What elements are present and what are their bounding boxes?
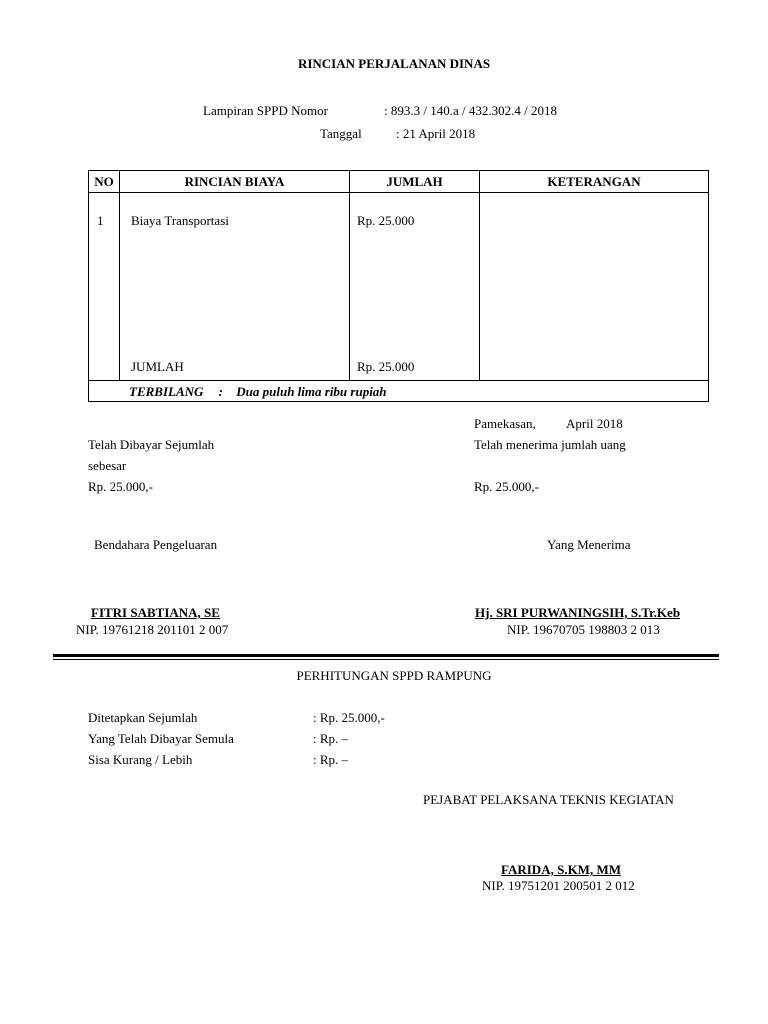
terbilang-sep: : [218, 384, 223, 399]
header-no: NO [94, 174, 114, 189]
row-jumlah: Rp. 25.000 [357, 213, 415, 228]
terbilang-value: Dua puluh lima ribu rupiah [236, 384, 387, 399]
separator-thin [53, 659, 719, 660]
tanggal-value: : 21 April 2018 [396, 126, 476, 141]
row-rincian: Biaya Transportasi [131, 213, 229, 228]
rampung-label-1: Ditetapkan Sejumlah [88, 710, 198, 725]
pejabat-role: PEJABAT PELAKSANA TEKNIS KEGIATAN [423, 792, 674, 807]
left-role: Bendahara Pengeluaran [94, 537, 218, 552]
lampiran-value: : 893.3 / 140.a / 432.302.4 / 2018 [384, 103, 557, 118]
right-amount: Rp. 25.000,- [474, 479, 539, 494]
header-rincian: RINCIAN BIAYA [184, 174, 285, 189]
place: Pamekasan, [474, 416, 536, 431]
pejabat-name: FARIDA, S.KM, MM [501, 862, 621, 877]
left-nip: NIP. 19761218 201101 2 007 [76, 622, 229, 637]
terbilang-label: TERBILANG [129, 384, 204, 399]
rincian-table [88, 170, 709, 402]
total-label: JUMLAH [131, 359, 184, 374]
left-name: FITRI SABTIANA, SE [91, 605, 220, 620]
right-name: Hj. SRI PURWANINGSIH, S.Tr.Keb [475, 605, 681, 620]
rampung-label-2: Yang Telah Dibayar Semula [88, 731, 234, 746]
right-nip: NIP. 19670705 198803 2 013 [507, 622, 660, 637]
date: April 2018 [566, 416, 623, 431]
lampiran-label: Lampiran SPPD Nomor [203, 103, 328, 118]
total-value: Rp. 25.000 [357, 359, 415, 374]
document-title: RINCIAN PERJALANAN DINAS [297, 56, 491, 71]
separator-thick [53, 654, 719, 657]
header-jumlah: JUMLAH [386, 174, 443, 189]
tanggal-label: Tanggal [320, 126, 362, 141]
rampung-value-1: : Rp. 25.000,- [313, 710, 385, 725]
left-line2: sebesar [88, 458, 127, 473]
terbilang-row [129, 384, 387, 400]
row-no: 1 [97, 213, 104, 228]
rampung-title: PERHITUNGAN SPPD RAMPUNG [296, 668, 492, 683]
header-keterangan: KETERANGAN [547, 174, 641, 189]
left-amount: Rp. 25.000,- [88, 479, 153, 494]
rampung-value-2: : Rp. – [313, 731, 349, 746]
right-role: Yang Menerima [547, 537, 631, 552]
pejabat-nip: NIP. 19751201 200501 2 012 [482, 878, 635, 893]
right-line1: Telah menerima jumlah uang [474, 437, 626, 452]
rampung-label-3: Sisa Kurang / Lebih [88, 752, 193, 767]
left-line1: Telah Dibayar Sejumlah [88, 437, 215, 452]
rampung-value-3: : Rp. – [313, 752, 349, 767]
